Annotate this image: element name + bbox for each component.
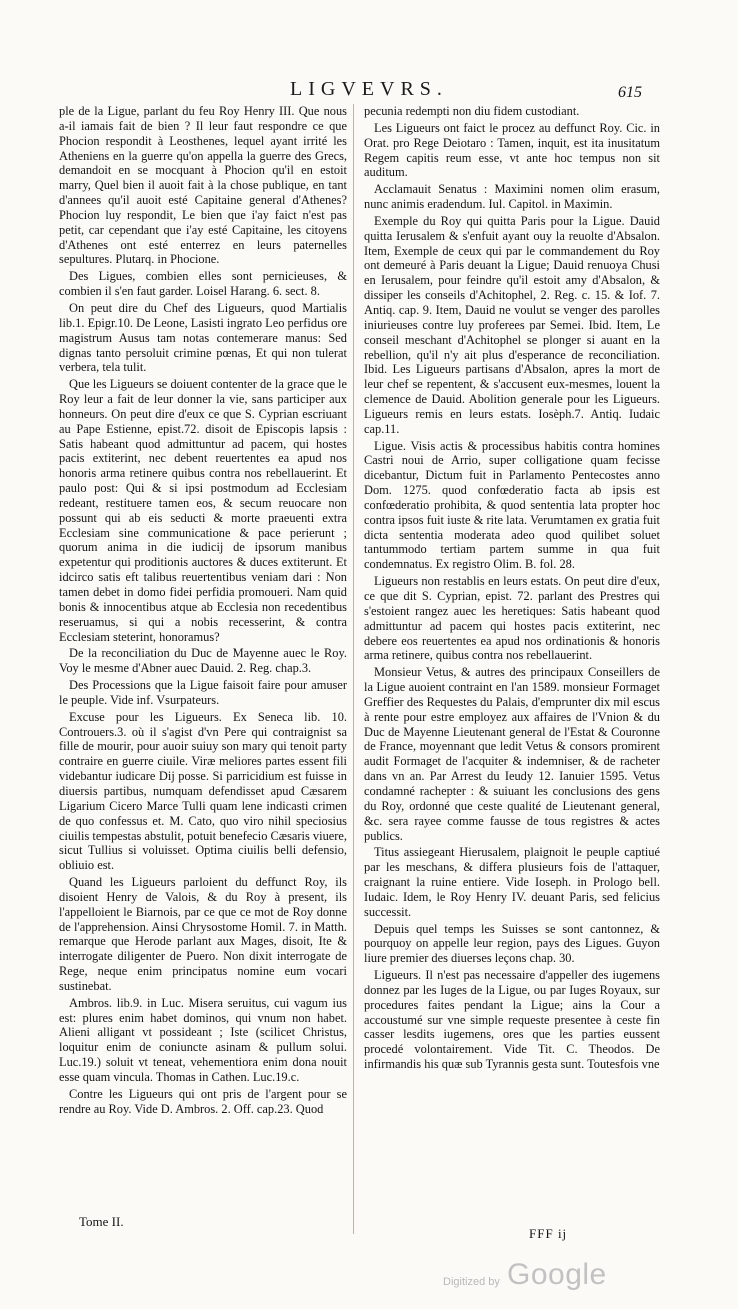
paragraph: Des Processions que la Ligue faisoit faire pour amuser le peuple. Vide inf. Vsurpateurs. bbox=[59, 678, 347, 707]
paragraph: Ligueurs non restablis en leurs estats. On peut dire d'eux, ce que dit S. Cyprian, epist. 72. parlant des Prestres qui s'estoient rangez auec les heretiques: Satis habeant quod admittuntur ad pacem qui hostes pacis extiterint, nec debere eos reuertentes ea apud nos ordinationis & honoris arma retinere, quibus contra nos rebellauerint. bbox=[364, 574, 660, 663]
watermark-prefix: Digitized by bbox=[443, 1276, 500, 1288]
running-title: LIGVEVRS. bbox=[290, 78, 448, 100]
volume-label: Tome II. bbox=[79, 1214, 124, 1229]
paragraph: Acclamauit Senatus : Maximini nomen olim erasum, nunc animis eradendum. Iul. Capitol. in Maximin. bbox=[364, 182, 660, 212]
paragraph: Ligueurs. Il n'est pas necessaire d'appeller des iugemens donnez par les Iuges de la Ligue, ou par Iuges Royaux, sur procedures faites pendant la Ligue; ains la Cour a accoustumé sur vne simple requeste presentee à ceste fin casser lesdits iugemens, ores que les parties eussent procedé volontairement. Vide Tit. C. Theodos. De infirmandis his quæ sub Tyrannis gesta sunt. Toutesfois vne bbox=[364, 968, 660, 1072]
paragraph: Ligue. Visis actis & processibus habitis contra homines Castri noui de Arrio, super colligatione quam fecisse dicebantur, Dictum fuit in Parlamento Pentecostes anno Dom. 1275. quod confœderatio facta ab ipsis est confœderatio prohibita, & quod sententia lata propter hoc contra ipsos fuit iuste & rite lata. Verumtamen ex gratia fuit dicta sententia moderata adeo quod quilibet soluet tantummodo tertiam partem summe in qua fuit condemnatus. Ex registro Olim. B. fol. 28. bbox=[364, 438, 660, 572]
left-column bbox=[59, 104, 347, 1216]
paragraph: On peut dire du Chef des Ligueurs, quod Martialis lib.1. Epigr.10. De Leone, Lasisti ingrato Leo perfidus ore magistrum Ausus tam notas contemerare manus: Sed dignas tanto persoluit crimine pœnas, Et qui non tulerat verbera, tela tulit. bbox=[59, 300, 347, 375]
right-column bbox=[364, 104, 660, 1216]
page-header bbox=[0, 78, 738, 104]
paragraph: Que les Ligueurs se doiuent contenter de la grace que le Roy leur a fait de leur donner la vie, sans participer aux honneurs. On peut dire d'eux ce que S. Cyprian escriuant au Pape Estienne, epist.72. disoit de Episcopis lapsis : Satis habeant quod admittuntur ad pacem, qui hostes pacis extiterint, nec debent reuertentes ea apud nos honoris arma retinere quibus contra nos rebellauerint. Et paulo post: Qui & si ipsi postmodum ad Ecclesiam redeant, restituere tamen eos, & secum reuocare non possunt qui ab eis seducti & morte praeuenti extra Ecclesiam sine communicatione & pace perierunt ; quorum anima in die iudicij de ipsorum manibus expetentur qui proditionis auctores & duces extiterunt. Et idcirco satis eft talibus reuertentibus veniam dari : Non tamen debet in domo fidei perfidia promoueri. Nam quid bonis & innocentibus atque ab Ecclesia non recedentibus reseruamus, si qui a nobis recesserint, & contra Ecclesiam steterint, honoramus? bbox=[59, 377, 347, 644]
google-logo: Google bbox=[507, 1258, 607, 1291]
paragraph: Depuis quel temps les Suisses se sont cantonnez, & pourquoy on appelle leur region, pays des Ligues. Guyon liure premier des diuerses leçons chap. 30. bbox=[364, 921, 660, 966]
paragraph: ple de la Ligue, parlant du feu Roy Henry III. Que nous a-il iamais fait de bien ? Il leur faut respondre ce que Phocion respondit à Leosthenes, lequel ayant irrité les Atheniens en la guerre qu'on appella la guerre des Grecs, demandoit en se mocquant à Phocion qu'il en estoit marry, Quel bien il auoit fait à la chose publique, en tant d'annees qu'il auoit esté Capitaine general d'Athenes? Phocion luy respondit, Le bien que i'ay faict n'est pas petit, car cependant que i'ay esté Capitaine, les citoyens d'Athenes ont esté enterrez en leurs paternelles sepultures. Plutarq. in Phocione. bbox=[59, 104, 347, 267]
paragraph: Monsieur Vetus, & autres des principaux Conseillers de la Ligue auoient contraint en l'an 1589. monsieur Formaget Greffier des Requestes du Palais, d'emprunter dix mil escus à rente pour estre employez aux affaires de l'Vnion & du Duc de Mayenne Lieutenant general de l'Estat & Couronne de France, moyennant que ledit Vetus & consors promirent audit Formaget de l'acquiter & indemniser, & de racheter dans vn an. Par Arrest du Ieudy 12. Ianuier 1595. Vetus condamné rachepter : & suiuant les conclusions des gens du Roy, ordonné que ceste qualité de Lieutenant general, &c. sera rayee comme fausse de tous registres & actes publics. bbox=[364, 665, 660, 843]
paragraph: Quand les Ligueurs parloient du deffunct Roy, ils disoient Henry de Valois, & du Roy à present, ils l'appelloient le Biarnois, par ce que ce mot de Roy donne de l'apprehension. Ainsi Chrysostome Homil. 7. in Matth. remarque que Herode parlant aux Mages, disoit, Ite & interrogate diligenter de Puero. Non dixit interrogate de Rege, neque enim principatus nomine eum vocari sustinebat. bbox=[59, 875, 347, 993]
column-divider bbox=[353, 104, 354, 1234]
signature-mark: FFF ij bbox=[529, 1226, 568, 1241]
paragraph: Ambros. lib.9. in Luc. Misera seruitus, cui vagum ius est: plures enim habet dominos, qui vnum non habet. Alieni alligant vt possideant ; Iste (scilicet Christus, loquitur enim de coniuncte asinam & pullum solui. Luc.19.) soluit vt teneat, vehementiora enim dona nouit esse quam vincula. Thomas in Cathen. Luc.19.c. bbox=[59, 995, 347, 1084]
page-number: 615 bbox=[618, 84, 642, 101]
paragraph: Titus assiegeant Hierusalem, plaignoit le peuple captiué par les meschans, & differa plusieurs fois de l'attaquer, craignant la ruine entiere. Vide Ioseph. in Prologo bell. Iudaic. Idem, le Roy Henry IV. deuant Paris, sed felicius successit. bbox=[364, 845, 660, 919]
paragraph: Exemple du Roy qui quitta Paris pour la Ligue. Dauid quitta Ierusalem & s'enfuit ayant ouy la reuolte d'Absalon. Item, Exemple de ceux qui par le commandement du Roy ont demeuré à Paris deuant la Ligue; Dauid renuoya Chusi en Ierusalem, pour feindre qu'il estoit amy d'Absalon, & dissiper les conseils d'Achitophel, 2. Reg. c. 15. & Iof. 7. Antiq. cap. 9. Item, Dauid ne voulut se venger des parolles iniurieuses contre luy proferees par Semei. Ibid. Item, Le conseil meschant d'Achitophel se plonger si auant en la rebellion, qu'il n'y ait plus d'esperance de reconciliation. Ibid. Les Ligueurs partisans d'Absalon, apres la mort de leur chef se repentent, & s'accusent eux-mesmes, louent la clemence de Dauid. Abolition generale pour les Ligueurs. Ligueurs remis en leurs estats. Iosèph.7. Antiq. Iudaic cap.11. bbox=[364, 213, 660, 436]
paragraph: De la reconciliation du Duc de Mayenne auec le Roy. Voy le mesme d'Abner auec Dauid. 2. Reg. chap.3. bbox=[59, 646, 347, 676]
paragraph: Des Ligues, combien elles sont pernicieuses, & combien il s'en faut garder. Loisel Harang. 6. sect. 8. bbox=[59, 269, 347, 299]
digitization-watermark bbox=[443, 1258, 643, 1298]
paragraph: Excuse pour les Ligueurs. Ex Seneca lib. 10. Controuers.3. où il s'agist d'vn Pere qui contraignist sa fille de mourir, pour auoir suiuy son mary qui tenoit party contraire en guerre ciuile. Viræ meliores partes essent fili videbantur iudicare Dij posse. Si parricidium est fuisse in diuersis partibus, numquam defendisset apud Cæsarem Ligarium Cicero Marce Tulli quam lene indicasti crimen de quo confessus et. M. Cato, quo viro nihil speciosius ciuilis tempestas abstulit, potuit benefecio Cæsaris viuere, sicut Tullius si voluisset. Optima ciuilis belli defensio, obliuio est. bbox=[59, 709, 347, 873]
paragraph: pecunia redempti non diu fidem custodiant. bbox=[364, 104, 580, 118]
page-footer bbox=[59, 1212, 659, 1246]
paragraph: Les Ligueurs ont faict le procez au deffunct Roy. Cic. in Orat. pro Rege Deiotaro : Tamen, inquit, est ita inusitatum Regem capitis reum esse, vt ante hoc tempus non sit auditum. bbox=[364, 120, 660, 180]
paragraph: Contre les Ligueurs qui ont pris de l'argent pour se rendre au Roy. Vide D. Ambros. 2. Off. cap.23. Quod bbox=[59, 1086, 347, 1116]
